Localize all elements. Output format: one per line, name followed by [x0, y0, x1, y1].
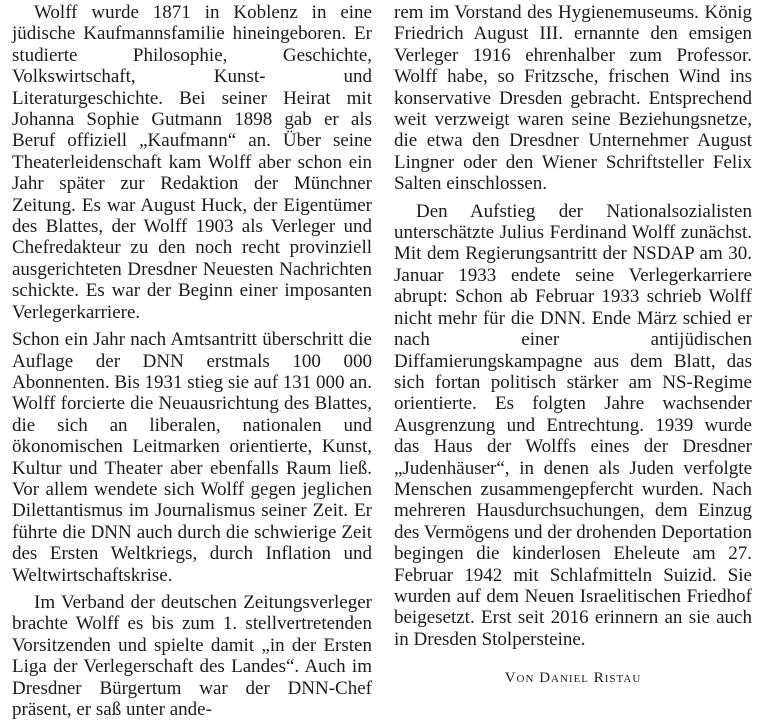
right-column	[394, 2, 752, 725]
paragraph: Im Verband der deutschen Zeitungsverleger brachte Wolff es bis zum 1. stellvertretenden Vorsitzenden und spielte damit „in der Ersten Liga der Verlegerschaft des Landes“. Auch im Dresdner Bürgertum war der DNN-Chef präsent, er saß unter ande-	[12, 591, 372, 720]
author-byline: Von Daniel Ristau	[504, 670, 642, 687]
paragraph: rem im Vorstand des Hygienemuseums. König Friedrich August III. ernannte den emsigen Verleger 1916 ehrenhalber zum Professor. Wolff habe, so Fritzsche, frischen Wind ins konservative Dresden gebracht. Entsprechend weit verzweigt waren seine Beziehungsnetze, die etwa den Dresdner Unternehmer August Lingner oder den Wiener Schriftsteller Felix Salten einschlossen.	[394, 2, 752, 195]
left-column	[12, 2, 372, 725]
paragraph: Wolff wurde 1871 in Koblenz in eine jüdische Kaufmannsfamilie hineingeboren. Er studierte Philosophie, Geschichte, Volkswirtschaft, Kunst- und Literaturgeschichte. Bei seiner Heirat mit Johanna Sophie Gutmann 1898 gab er als Beruf offiziell „Kaufmann“ an. Über seine Theaterleidenschaft kam Wolff aber schon ein Jahr später zur Redaktion der Münchner Zeitung. Es war August Huck, der Eigentümer des Blattes, der Wolff 1903 als Verleger und Chefredakteur zu den noch recht provinziell ausgerichteten Dresdner Neuesten Nachrichten schickte. Es war der Beginn einer imposanten Verlegerkarriere.	[12, 2, 372, 323]
paragraph: Den Aufstieg der Nationalsozialisten unterschätzte Julius Ferdinand Wolff zunächst. Mit dem Regierungsantritt der NSDAP am 30. Januar 1933 endete seine Verlegerkarriere abrupt: Schon ab Februar 1933 schrieb Wolff nicht mehr für die DNN. Ende März schied er nach einer antijüdischen Diffamierungskampagne aus dem Blatt, das sich fortan politisch stärker am NS-Regime orientierte. Es folgten Jahre wachsender Ausgrenzung und Entrechtung. 1939 wurde das Haus der Wolffs eines der Dresdner „Judenhäuser“, in denen als Juden verfolgte Menschen zusammengepfercht wurden. Nach mehreren Hausdurchsuchungen, dem Einzug des Vermögens und der drohenden Deportation begingen die kinderlosen Eheleute am 27. Februar 1942 mit Schlafmitteln Suizid. Sie wurden auf dem Neuen Israelitischen Friedhof beigesetzt. Erst seit 2016 erinnern an sie auch in Dresden Stolpersteine.	[394, 200, 752, 650]
paragraph: Schon ein Jahr nach Amtsantritt überschritt die Auflage der DNN erstmals 100 000 Abonnenten. Bis 1931 stieg sie auf 131 000 an. Wolff forcierte die Neuausrichtung des Blattes, die sich an liberalen, nationalen und ökonomischen Leitmarken orientierte, Kunst, Kultur und Theater aber ebenfalls Raum ließ. Vor allem wendete sich Wolff gegen jeglichen Dilettantismus im Journalismus seiner Zeit. Er führte die DNN auch durch die schwierige Zeit des Ersten Weltkriegs, durch Inflation und Weltwirtschaftskrise.	[12, 329, 372, 586]
